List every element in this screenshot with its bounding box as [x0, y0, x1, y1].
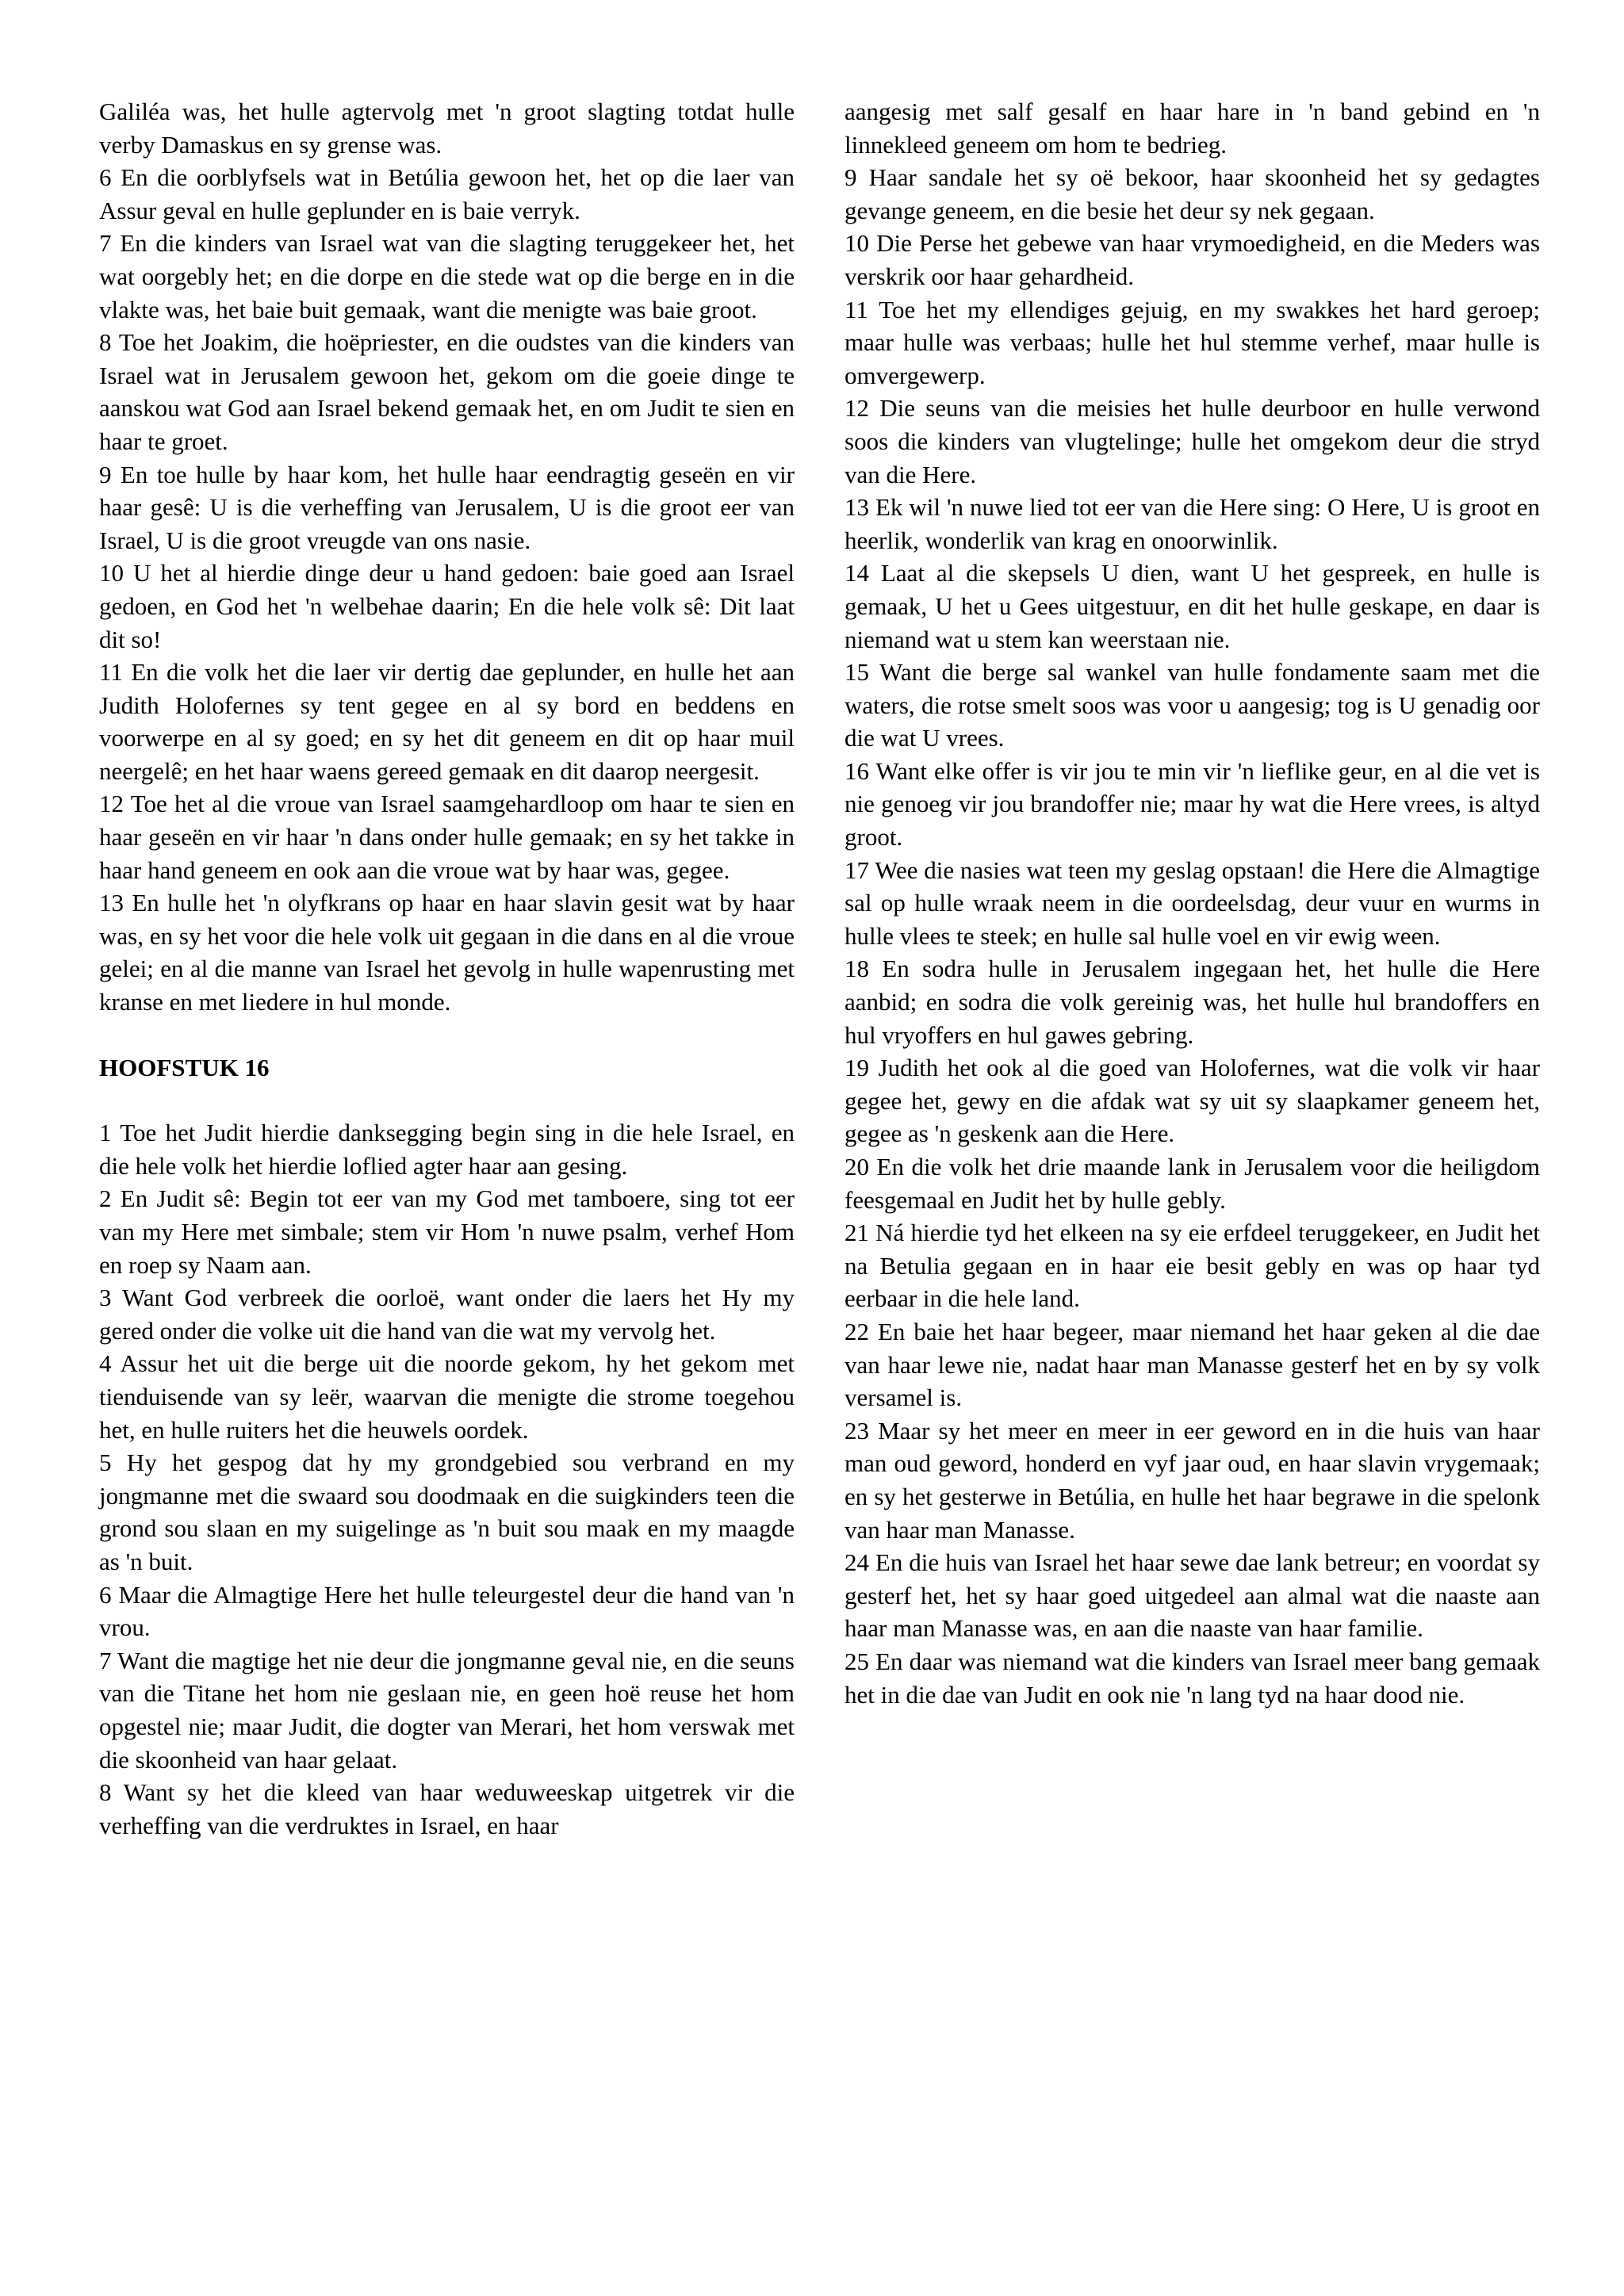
verse: 7 Want die magtige het nie deur die jongmanne geval nie, en die seuns van die Titane het hom nie geslaan nie, en geen hoë reuse het hom opgestel nie; maar Judit, die dogter van Merari, het hom verswak met die skoonheid van haar gelaat. [99, 1646, 795, 1774]
verse: 19 Judith het ook al die goed van Holofernes, wat die volk vir haar gegee het, gewy en die afdak wat sy uit sy slaapkamer geneem het, gegee as 'n geskenk aan die Here. [845, 1054, 1540, 1148]
right-column [845, 95, 1540, 1711]
verse: 15 Want die berge sal wankel van hulle fondamente saam met die waters, die rotse smelt soos was voor u aangesig; tog is U genadig oor die wat U vrees. [845, 658, 1540, 752]
verse: 2 En Judit sê: Begin tot eer van my God met tamboere, sing tot eer van my Here met simbale; stem vir Hom 'n nuwe psalm, verhef Hom en roep sy Naam aan. [99, 1184, 795, 1279]
verse: 10 Die Perse het gebewe van haar vrymoedigheid, en die Meders was verskrik oor haar gehardheid. [845, 229, 1540, 290]
verse: 1 Toe het Judit hierdie danksegging begin sing in die hele Israel, en die hele volk het hierdie loflied agter haar aan gesing. [99, 1119, 795, 1180]
verse: 12 Toe het al die vroue van Israel saamgehardloop om haar te sien en haar geseën en vir haar 'n dans onder hulle gemaak; en sy het takke in haar hand geneem en ook aan die vroue wat by haar was, gegee. [99, 790, 795, 884]
verse: 25 En daar was niemand wat die kinders van Israel meer bang gemaak het in die dae van Judit en ook nie 'n lang tyd na haar dood nie. [845, 1647, 1540, 1709]
verse: 5 Hy het gespog dat hy my grondgebied sou verbrand en my jongmanne met die swaard sou doodmaak en die suigkinders teen die grond sou slaan en my suigelinge as 'n buit sou maak en my maagde as 'n buit. [99, 1448, 795, 1575]
left-column [99, 95, 795, 1842]
verse: aangesig met salf gesalf en haar hare in 'n band gebind en 'n linnekleed geneem om hom te bedrieg. [845, 98, 1540, 159]
verse: 23 Maar sy het meer en meer in eer geword en in die huis van haar man oud geword, honderd en vyf jaar oud, en haar slavin vrygemaak; en sy het gesterwe in Betúlia, en hulle het haar begrawe in die spelonk van haar man Manasse. [845, 1416, 1540, 1544]
verse: 18 En sodra hulle in Jerusalem ingegaan het, het hulle die Here aanbid; en sodra die volk gereinig was, het hulle hul brandoffers en hul vryoffers en hul gawes gebring. [845, 955, 1540, 1049]
verse: 9 Haar sandale het sy oë bekoor, haar skoonheid het sy gedagtes gevange geneem, en die besie het deur sy nek gegaan. [845, 163, 1540, 224]
verse: 10 U het al hierdie dinge deur u hand gedoen: baie goed aan Israel gedoen, en God het 'n welbehae daarin; En die hele volk sê: Dit laat dit so! [99, 559, 795, 653]
verse: 11 Toe het my ellendiges gejuig, en my swakkes het hard geroep; maar hulle was verbaas; hulle het hul stemme verhef, maar hulle is omvergewerp. [845, 295, 1540, 389]
verse: 3 Want God verbreek die oorloë, want onder die laers het Hy my gered onder die volke uit die hand van die wat my vervolg het. [99, 1284, 795, 1345]
chapter-heading: HOOFSTUK 16 [99, 1053, 270, 1081]
verse: 9 En toe hulle by haar kom, het hulle haar eendragtig geseën en vir haar gesê: U is die verheffing van Jerusalem, U is die groot eer van Israel, U is die groot vreugde van ons nasie. [99, 460, 795, 554]
verse: 6 Maar die Almagtige Here het hulle teleurgestel deur die hand van 'n vrou. [99, 1580, 795, 1642]
verse: 17 Wee die nasies wat teen my geslag opstaan! die Here die Almagtige sal op hulle wraak neem in die oordeelsdag, deur vuur en wurms in hulle vlees te steek; en hulle sal hulle voel en vir ewig ween. [845, 855, 1540, 950]
verse: 6 En die oorblyfsels wat in Betúlia gewoon het, het op die laer van Assur geval en hulle geplunder en is baie verryk. [99, 163, 795, 224]
verse: 16 Want elke offer is vir jou te min vir 'n lieflike geur, en al die vet is nie genoeg vir jou brandoffer nie; maar hy wat die Here vrees, is altyd groot. [845, 756, 1540, 851]
verse: 22 En baie het haar begeer, maar niemand het haar geken al die dae van haar lewe nie, nadat haar man Manasse gesterf het en by sy volk versamel is. [845, 1317, 1540, 1412]
verse: Galiléa was, het hulle agtervolg met 'n groot slagting totdat hulle verby Damaskus en sy grense was. [99, 98, 795, 159]
verse: 20 En die volk het drie maande lank in Jerusalem voor die heiligdom feesgemaal en Judit het by hulle gebly. [845, 1153, 1540, 1214]
verse: 8 Toe het Joakim, die hoëpriester, en die oudstes van die kinders van Israel wat in Jerusalem gewoon het, gekom om die goeie dinge te aanskou wat God aan Israel bekend gemaak het, en om Judit te sien en haar te groet. [99, 328, 795, 455]
verse: 11 En die volk het die laer vir dertig dae geplunder, en hulle het aan Judith Holofernes sy tent gegee en al sy bord en beddens en voorwerpe en al sy goed; en sy het dit geneem en dit op haar muil neergelê; en het haar waens gereed gemaak en dit daarop neergesit. [99, 658, 795, 785]
verse: 7 En die kinders van Israel wat van die slagting teruggekeer het, het wat oorgebly het; en die dorpe en die stede wat op die berge en in die vlakte was, het baie buit gemaak, want die menigte was baie groot. [99, 229, 795, 323]
verse: 24 En die huis van Israel het haar sewe dae lank betreur; en voordat sy gesterf het, het sy haar goed uitgedeel aan almal wat die naaste aan haar man Manasse was, en aan die naaste van haar familie. [845, 1548, 1540, 1643]
verse: 21 Ná hierdie tyd het elkeen na sy eie erfdeel teruggekeer, en Judit het na Betulia gegaan en in haar eie besit gebly en was op haar tyd eerbaar in die hele land. [845, 1219, 1540, 1313]
verse: 13 En hulle het 'n olyfkrans op haar en haar slavin gesit wat by haar was, en sy het voor die hele volk uit gegaan in die dans en al die vroue gelei; en al die manne van Israel het gevolg in hulle wapenrusting met kranse en met liedere in hul monde. [99, 889, 795, 1016]
verse: 13 Ek wil 'n nuwe lied tot eer van die Here sing: O Here, U is groot en heerlik, wonderlik van krag en onoorwinlik. [845, 493, 1540, 554]
verse: 8 Want sy het die kleed van haar weduweeskap uitgetrek vir die verheffing van die verdruktes in Israel, en haar [99, 1778, 795, 1839]
verse: 4 Assur het uit die berge uit die noorde gekom, hy het gekom met tienduisende van sy leër, waarvan die menigte die strome toegehou het, en hulle ruiters het die heuwels oordek. [99, 1349, 795, 1444]
verse: 14 Laat al die skepsels U dien, want U het gespreek, en hulle is gemaak, U het u Gees uitgestuur, en dit het hulle geskape, en daar is niemand wat u stem kan weerstaan nie. [845, 559, 1540, 653]
verse: 12 Die seuns van die meisies het hulle deurboor en hulle verwond soos die kinders van vlugtelinge; hulle het omgekom deur die stryd van die Here. [845, 394, 1540, 488]
